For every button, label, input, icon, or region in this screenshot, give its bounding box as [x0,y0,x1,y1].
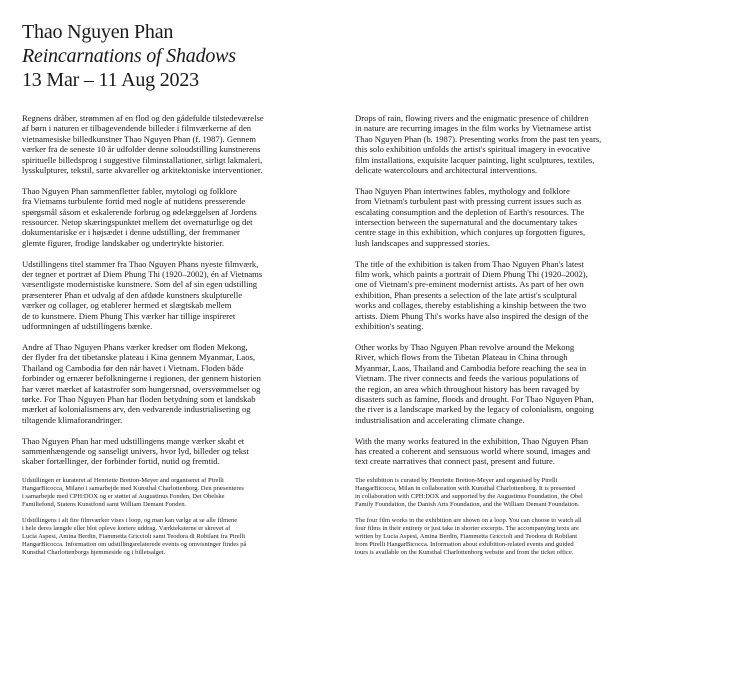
text-line: skaber fortællinger, der forbinder fortid, nutid og fremtid. [22,456,220,467]
text-line: Thao Nguyen Phan intertwines fables, mythology and folklore [355,185,570,196]
text-line: i hele deres længde eller blot opleve kortere uddrag. Værkteksterne er skrevet af [22,525,231,533]
text-line: exhibition, Phan presents a selection of the late artist's sculptural [355,289,578,300]
text-line: written by Lucia Aspesi, Amina Berdin, Fiammetta Griccioli and Teodora di Robilant [355,533,578,541]
text-line: exhibition's seating. [355,321,424,332]
text-line: Family Foundation, the Danish Arts Foundation, and the William Demant Foundation. [355,501,580,509]
text-line: fra Vietnams turbulente fortid med nogle af nutidens presserende [22,196,246,207]
text-line: Udstillingens i alt fire filmværker vises i loop, og man kan vælge at se alle filmene [22,517,238,525]
text-line: præsenterer Phan et udvalg af den afdøde kunstners skulpturelle [22,289,243,300]
text-line: film work, which paints a portrait of Diem Phung Thi (1920–2002), [355,269,588,280]
danish-body [22,113,334,467]
text-line: mærket af kolonialismens arv, den vedvarende industrialisering og [22,404,251,415]
text-line: HangarBicocca, Milan in collaboration with Kunsthal Charlottenborg. It is presented [355,485,576,493]
text-line: delicate watercolours and architectural interventions. [355,165,538,176]
text-line: Thao Nguyen Phan har med udstillingens mange værker skabt et [22,435,245,446]
exhibition-dates: 13 Mar – 11 Aug 2023 [22,69,199,91]
text-line: spirituelle billedsprog i suggestive filminstallationer, sirligt lakmaleri, [22,154,263,165]
text-line: væsentligste modernistiske kunstnere. Som del af sin egen udstilling [22,279,258,290]
text-line: lysskulpturer, tekstil, sarte akvareller og arkitektoniske interventioner. [22,165,263,176]
text-line: værker fra de seneste 10 år udfolder denne soloudstilling kunstnerens [22,144,261,155]
text-line: Thailand og Cambodia før den når havet i Vietnam. Floden både [22,362,244,373]
text-line: from Vietnam's turbulent past with pressing current issues such as [355,196,582,207]
text-line: HangarBicocca. Information om udstillingsrelaterede events og omvisninger findes på [22,541,247,549]
text-line: Myanmar, Laos, Thailand and Cambodia before reaching the sea in [355,362,587,373]
text-line: der tegner et portræt af Diem Phung Thi (1920–2002), én af Vietnams [22,269,263,280]
text-line: har været mærket af katastrofer som hungersnød, oversvømmelser og [22,383,261,394]
credits-note [355,517,667,557]
text-line: glemte figurer, frodige landskaber og undertrykte historier. [22,237,225,248]
text-line: disasters such as famine, floods and drought. For Thao Nguyen Phan, [355,393,594,404]
body-paragraph [355,259,667,332]
text-line: Familiefond, Statens Kunstfond samt William Demant Fonden. [22,501,187,509]
text-line: escalating consumption and the depletion of Earth's resources. The [355,206,585,217]
text-line: de to kunstnere. Diem Phung This værker har tillige inspireret [22,310,236,321]
exhibition-title: Reincarnations of Shadows [22,45,236,67]
text-line: in collaboration with CPH:DOX and supported by the Augustinus Foundation, the Obel [355,493,583,501]
english-body [355,113,667,467]
danish-column [22,113,334,565]
body-paragraph [355,113,667,175]
text-line: der flyder fra det tibetanske plateau i Kina gennem Myanmar, Laos, [22,352,256,363]
text-line: With the many works featured in the exhibition, Thao Nguyen Phan [355,435,589,446]
body-paragraph [355,342,667,425]
text-line: intersection between the supernatural and the documentary takes [355,217,578,228]
body-paragraph [22,113,334,175]
text-line: from Pirelli HangarBicocca. Information about exhibition-related events and guided [355,541,574,549]
text-line: River, which flows from the Tibetan Plateau in China through [355,352,568,363]
text-line: af børn i naturen er tilbagevendende billeder i filmværkerne af den [22,123,252,134]
text-line: the river is a landscape marked by the legacy of colonialism, ongoing [355,404,594,415]
text-line: artists. Diem Phung Thi's works have also inspired the design of the [355,310,589,321]
exhibition-header [22,20,622,92]
text-line: tørke. For Thao Nguyen Phan har floden betydning som et landskab [22,393,256,404]
text-line: the region, an area which throughout history has been ravaged by [355,383,580,394]
text-line: four films in their entirety or just take in shorter excerpts. The accompanying texts are [355,525,579,533]
text-line: dokumentariske er i højsædet i denne udstilling, der fremmaner [22,227,240,238]
danish-notes [22,477,334,557]
text-line: vietnamesiske billedkunstner Thao Nguyen Phan (f. 1987). Gennem [22,133,256,144]
text-line: has created a coherent and sensuous world where sound, images and [355,445,591,456]
text-line: Udstillingens titel stammer fra Thao Nguyen Phans nyeste filmværk, [22,258,259,269]
credits-note [22,517,334,557]
text-line: Other works by Thao Nguyen Phan revolve around the Mekong [355,341,575,352]
text-line: udformningen af udstillingens bænke. [22,321,153,332]
text-line: film installations, exquisite lacquer painting, light sculptures, textiles, [355,154,595,165]
text-line: ressourcer. Netop skæringspunktet mellem det overnaturlige og det [22,217,253,228]
body-paragraph [22,436,334,467]
text-line: Udstillingen er kurateret af Henriette Bretton-Meyer and organiseret af Pirelli [22,477,224,485]
text-line: forbinder og ernærer befolkningerne i regionen, der gennem historien [22,373,261,384]
body-paragraph [355,436,667,467]
text-line: text create narratives that connect past, present and future. [355,456,555,467]
text-line: lush landscapes and suppressed stories. [355,237,490,248]
text-line: The title of the exhibition is taken from Thao Nguyen Phan's latest [355,258,584,269]
body-paragraph [22,186,334,248]
text-line: this solo exhibition unfolds the artist's spiritual imagery in evocative [355,144,591,155]
text-line: Thao Nguyen Phan sammenfletter fabler, mytologi og folklore [22,185,237,196]
text-line: works and collages, thereby establishing a kinship between the two [355,300,587,311]
text-line: Thao Nguyen Phan (b. 1987). Presenting works from the past ten years, [355,133,602,144]
text-line: Regnens dråber, strømmen af en flod og den gådefulde tilstedeværelse [22,113,264,123]
text-line: Kunsthal Charlottenborgs hjemmeside og i billetsalget. [22,549,166,557]
text-line: tiltagende klimaforandringer. [22,414,123,425]
body-paragraph [355,186,667,248]
text-line: one of Vietnam's pre-eminent modernist artists. As part of her own [355,279,584,290]
credits-note [355,477,667,509]
body-paragraph [22,342,334,425]
text-line: Drops of rain, flowing rivers and the enigmatic presence of children [355,113,589,123]
english-notes [355,477,667,557]
text-line: centre stage in this exhibition, which conjures up forgotten figures, [355,227,586,238]
artist-name: Thao Nguyen Phan [22,21,174,43]
credits-note [22,477,334,509]
text-line: The exhibition is curated by Henriette Bretton-Meyer and organised by Pirelli [355,477,558,485]
text-line: Lucia Aspesi, Amina Berdin, Fiammetta Griccioli samt Teodora di Robilant fra Pirelli [22,533,246,541]
text-line: spørgsmål såsom et eskalerende forbrug og ødelæggelsen af Jordens [22,206,257,217]
text-line: tours is available on the Kunsthal Charlottenborg website and from the ticket office. [355,549,574,557]
text-line: The four film works in the exhibition are shown on a loop. You can choose to watch all [355,517,582,525]
text-line: værker og collager, og etablerer hermed et slægtskab mellem [22,300,232,311]
body-paragraph [22,259,334,332]
text-line: Vietnam. The river connects and feeds the various populations of [355,373,579,384]
text-line: HangarBicocca, Milano i samarbejde med Kunsthal Charlottenborg. Den præsenteres [22,485,244,493]
text-line: industrialisation and accelerating climate change. [355,414,525,425]
text-line: in nature are recurring images in the film works by Vietnamese artist [355,123,592,134]
text-line: Andre af Thao Nguyen Phans værker kredser om floden Mekong, [22,341,248,352]
english-column [355,113,667,565]
text-line: i samarbejde med CPH:DOX og er støttet af Augustinus Fonden, Det Obelske [22,493,225,501]
text-line: sammenhængende og sanseligt univers, hvor lyd, billeder og tekst [22,445,249,456]
